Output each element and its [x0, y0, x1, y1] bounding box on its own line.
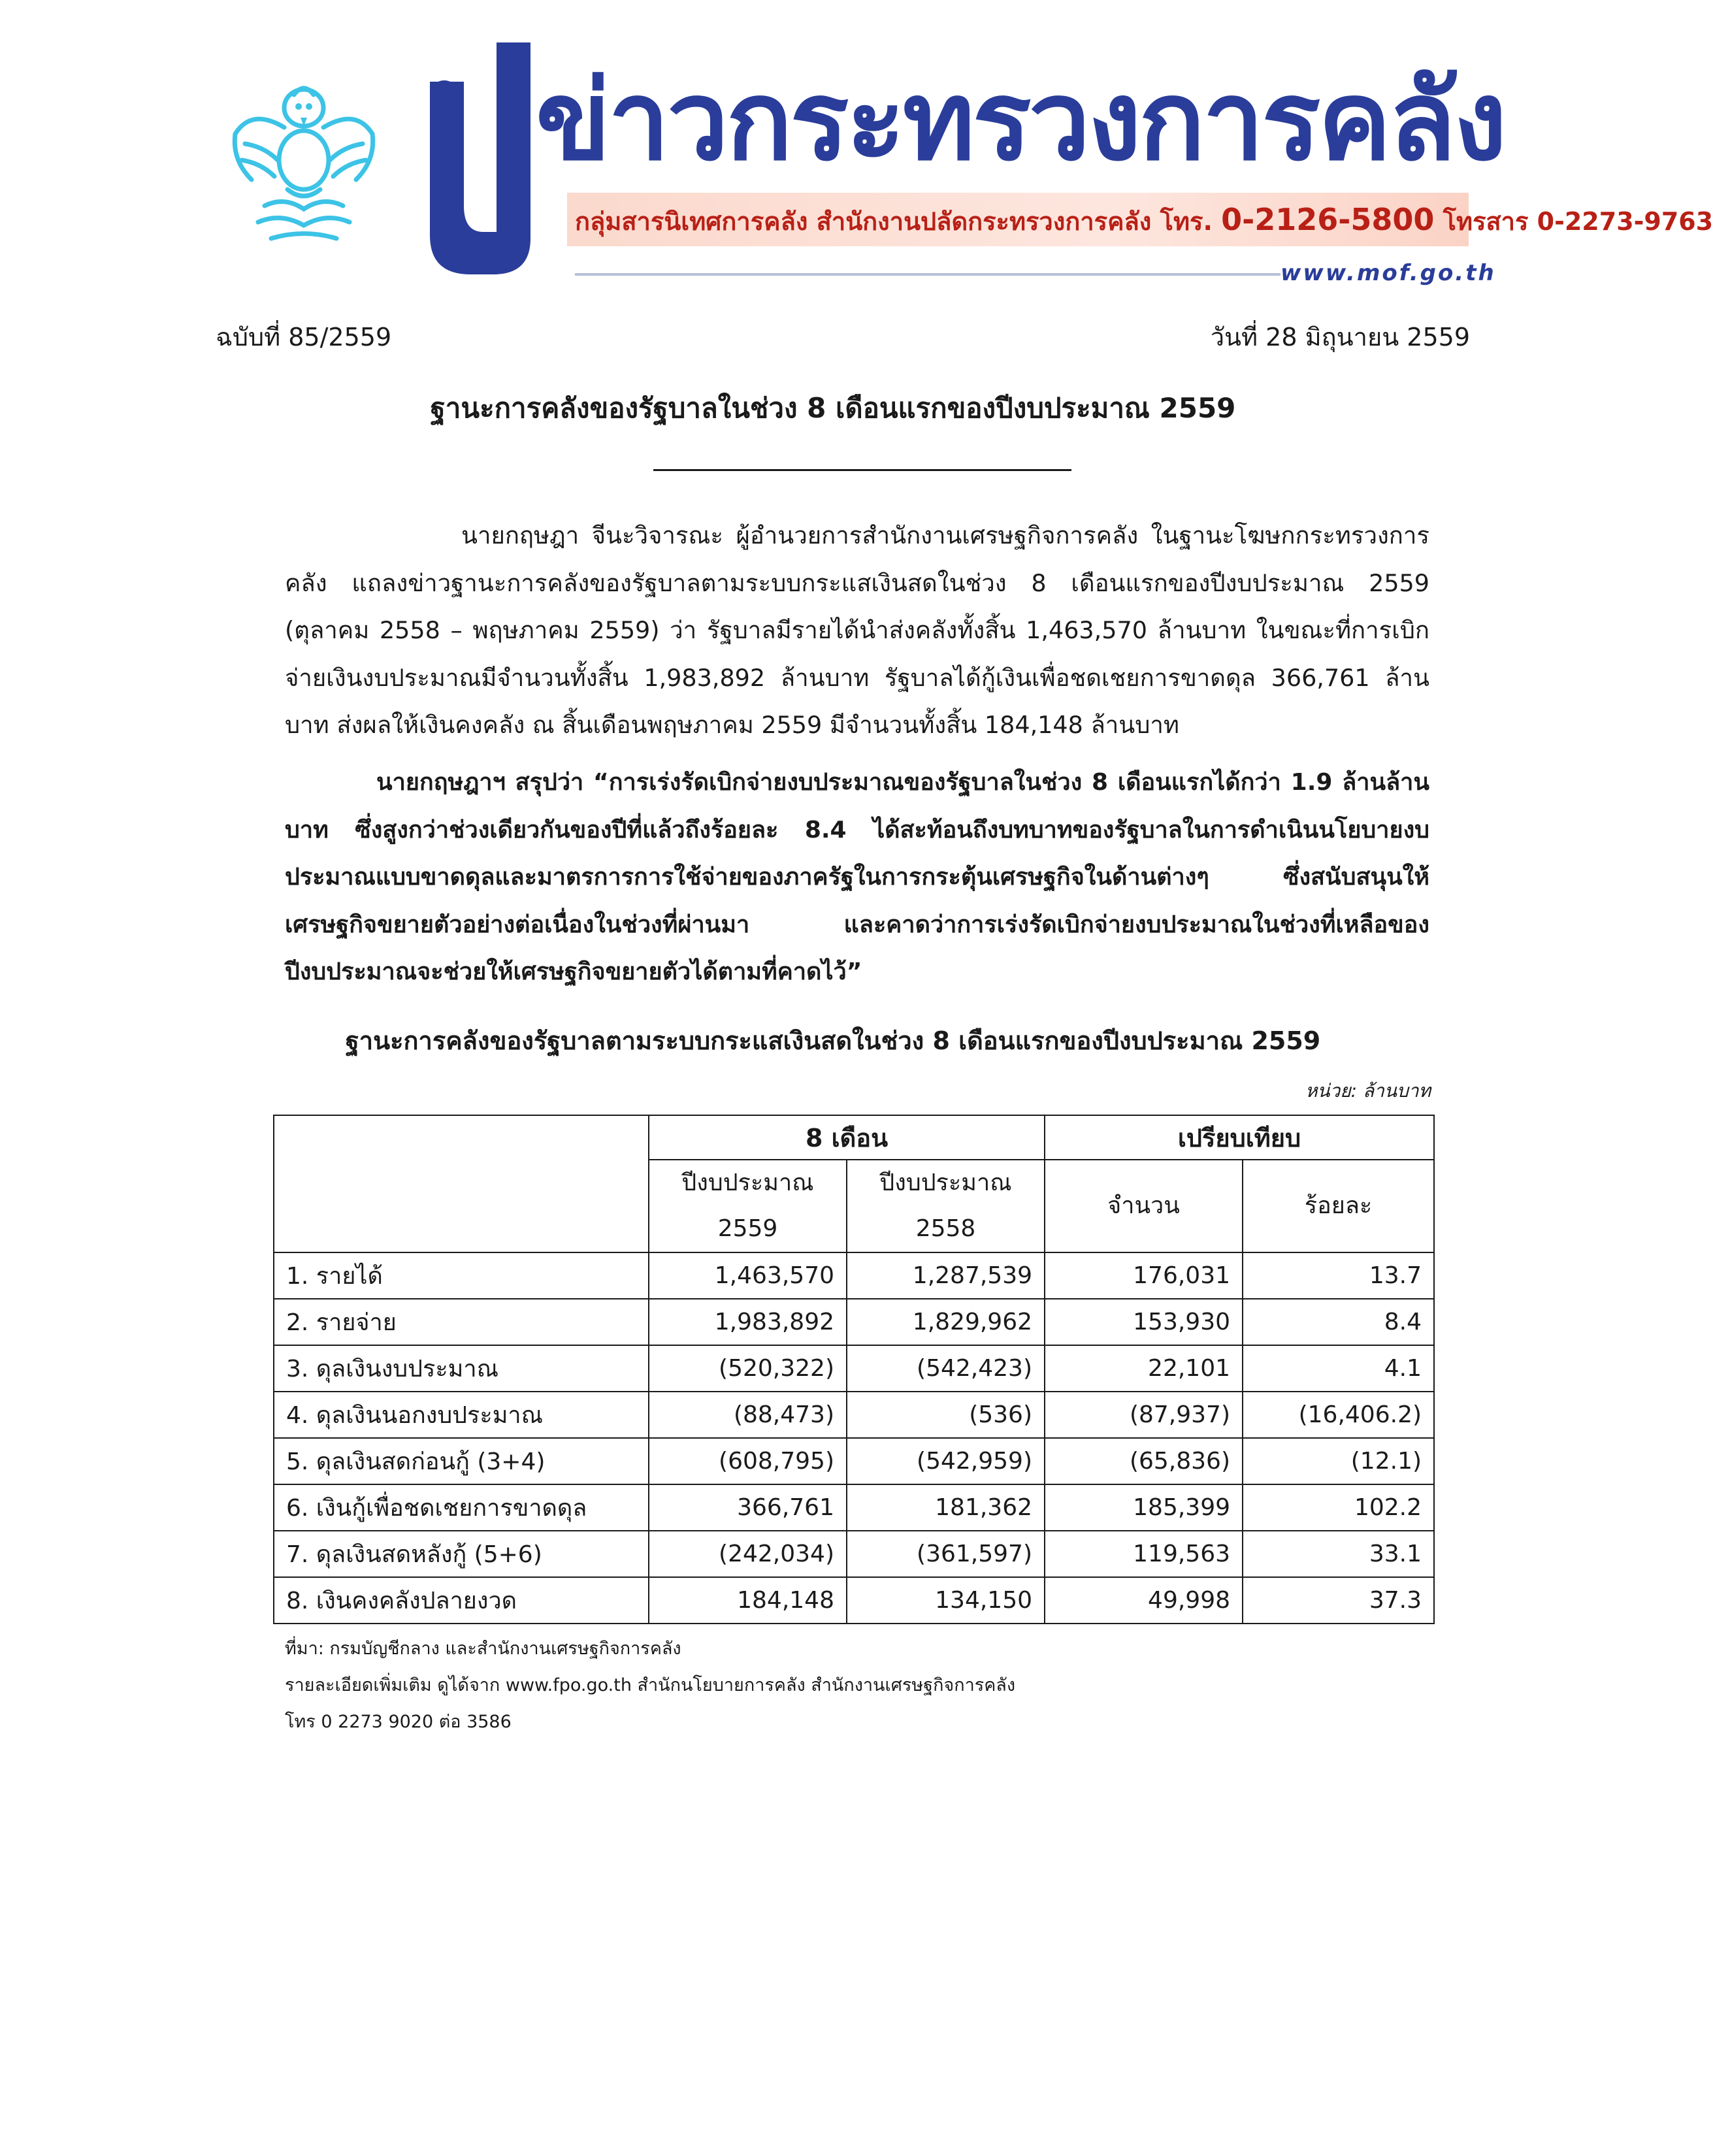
col-header-fy2558: ปีงบประมาณ 2558 — [847, 1160, 1045, 1252]
cell-pct: 4.1 — [1243, 1345, 1434, 1392]
masthead-subtitle: กลุ่มสารนิเทศการคลัง สำนักงานปลัดกระทรวงการคลัง — [575, 207, 1152, 236]
brand-initial-glyph — [418, 42, 532, 278]
row-label: 4. ดุลเงินนอกงบประมาณ — [274, 1392, 649, 1438]
cell-diff: 22,101 — [1045, 1345, 1243, 1392]
document-title: ฐานะการคลังของรัฐบาลในช่วง 8 เดือนแรกของปีงบประมาณ 2559 — [430, 392, 1236, 424]
cell-diff: 49,998 — [1045, 1577, 1243, 1624]
col-header-percent: ร้อยละ — [1243, 1160, 1434, 1252]
issue-number: ฉบับที่ 85/2559 — [216, 323, 392, 351]
cell-pct: 37.3 — [1243, 1577, 1434, 1624]
cell-fy2558: 1,829,962 — [847, 1299, 1045, 1345]
cell-fy2559: 1,983,892 — [649, 1299, 847, 1345]
table-row — [274, 1531, 1434, 1577]
row-label: 7. ดุลเงินสดหลังกู้ (5+6) — [274, 1531, 649, 1577]
cell-pct: 8.4 — [1243, 1299, 1434, 1345]
body-paragraph-1: นายกฤษฎา จีนะวิจารณะ ผู้อำนวยการสำนักงานเศรษฐกิจการคลัง ในฐานะโฆษกกระทรวงการคลัง แถลงข่าวฐานะการคลังของรัฐบาลตามระบบกระแสเงินสดในช่วง 8 เดือนแรกของปีงบประมาณ 2559 (ตุลาคม 2558 – พฤษภาคม 2559) ว่า รัฐบาลมีรายได้นำส่งคลังทั้งสิ้น 1,463,570 ล้านบาท ในขณะที่การเบิกจ่ายเงินงบประมาณมีจำนวนทั้งสิ้น 1,983,892 ล้านบาท รัฐบาลได้กู้เงินเพื่อชดเชยการขาดดุล 366,761 ล้านบาท ส่งผลให้เงินคงคลัง ณ สิ้นเดือนพฤษภาคม 2559 มีจำนวนทั้งสิ้น 184,148 ล้านบาท — [285, 521, 1429, 739]
cell-fy2559: (242,034) — [649, 1531, 847, 1577]
cell-fy2558: (542,959) — [847, 1438, 1045, 1484]
source-note: ที่มา: กรมบัญชีกลาง และสำนักงานเศรษฐกิจการคลัง — [285, 1639, 681, 1659]
table-header-comparison: เปรียบเทียบ — [1045, 1115, 1434, 1160]
fax-label: โทรสาร — [1443, 207, 1529, 236]
row-label: 8. เงินคงคลังปลายงวด — [274, 1577, 649, 1624]
table-row — [274, 1392, 1434, 1438]
masthead-contact-text — [575, 196, 1713, 243]
cell-fy2559: 1,463,570 — [649, 1252, 847, 1299]
table-row — [274, 1299, 1434, 1345]
phone-label: โทร. — [1160, 207, 1213, 236]
more-info-note: รายละเอียดเพิ่มเติม ดูได้จาก www.fpo.go.th สำนักนโยบายการคลัง สำนักงานเศรษฐกิจการคลัง — [285, 1675, 1016, 1695]
cell-fy2558: (361,597) — [847, 1531, 1045, 1577]
cell-pct: 13.7 — [1243, 1252, 1434, 1299]
contact-phone-note: โทร 0 2273 9020 ต่อ 3586 — [285, 1712, 512, 1732]
phone-number: 0-2126-5800 — [1221, 202, 1435, 237]
cell-diff: 119,563 — [1045, 1531, 1243, 1577]
fiscal-position-table — [273, 1115, 1435, 1624]
cell-fy2559: 366,761 — [649, 1484, 847, 1531]
cell-fy2559: (88,473) — [649, 1392, 847, 1438]
col-header-fy2559: ปีงบประมาณ 2559 — [649, 1160, 847, 1252]
table-unit: หน่วย: ล้านบาท — [1305, 1080, 1431, 1102]
cell-diff: (65,836) — [1045, 1438, 1243, 1484]
cell-fy2558: 1,287,539 — [847, 1252, 1045, 1299]
table-row — [274, 1577, 1434, 1624]
fax-number: 0-2273-9763 — [1537, 207, 1713, 236]
cell-diff: 176,031 — [1045, 1252, 1243, 1299]
cell-fy2558: (542,423) — [847, 1345, 1045, 1392]
masthead-website: www.mof.go.th — [1281, 260, 1496, 286]
cell-fy2558: 181,362 — [847, 1484, 1045, 1531]
body-paragraph-2-quote: นายกฤษฎาฯ สรุปว่า “การเร่งรัดเบิกจ่ายงบประมาณของรัฐบาลในช่วง 8 เดือนแรกได้กว่า 1.9 ล้านล้านบาท ซึ่งสูงกว่าช่วงเดียวกันของปีที่แล้วถึงร้อยละ 8.4 ได้สะท้อนถึงบทบาทของรัฐบาลในการดำเนินนโยบายงบประมาณแบบขาดดุลและมาตรการการใช้จ่ายของภาครัฐในการกระตุ้นเศรษฐกิจในด้านต่างๆ ซึ่งสนับสนุนให้เศรษฐกิจขยายตัวอย่างต่อเนื่องในช่วงที่ผ่านมา และคาดว่าการเร่งรัดเบิกจ่ายงบประมาณในช่วงที่เหลือของปีงบประมาณจะช่วยให้เศรษฐกิจขยายตัวได้ตามที่คาดไว้” — [285, 769, 1429, 985]
row-label: 1. รายได้ — [274, 1252, 649, 1299]
cell-pct: (16,406.2) — [1243, 1392, 1434, 1438]
issue-date: วันที่ 28 มิถุนายน 2559 — [1210, 323, 1470, 351]
table-header-row — [274, 1115, 1434, 1160]
row-label: 2. รายจ่าย — [274, 1299, 649, 1345]
cell-diff: (87,937) — [1045, 1392, 1243, 1438]
cell-pct: (12.1) — [1243, 1438, 1434, 1484]
cell-pct: 102.2 — [1243, 1484, 1434, 1531]
masthead-rule — [575, 273, 1281, 276]
table-header-8-months: 8 เดือน — [649, 1115, 1045, 1160]
cell-pct: 33.1 — [1243, 1531, 1434, 1577]
cell-fy2559: (520,322) — [649, 1345, 847, 1392]
table-header-blank — [274, 1115, 649, 1252]
col-header-amount: จำนวน — [1045, 1160, 1243, 1252]
table-row — [274, 1438, 1434, 1484]
cell-fy2558: (536) — [847, 1392, 1045, 1438]
row-label: 3. ดุลเงินงบประมาณ — [274, 1345, 649, 1392]
garuda-emblem-logo — [225, 82, 382, 245]
masthead-title: ข่าวกระทรวงการคลัง — [536, 57, 1505, 185]
cell-fy2559: 184,148 — [649, 1577, 847, 1624]
cell-diff: 185,399 — [1045, 1484, 1243, 1531]
cell-fy2559: (608,795) — [649, 1438, 847, 1484]
table-title: ฐานะการคลังของรัฐบาลตามระบบกระแสเงินสดในช่วง 8 เดือนแรกของปีงบประมาณ 2559 — [345, 1026, 1321, 1055]
table-row — [274, 1252, 1434, 1299]
row-label: 5. ดุลเงินสดก่อนกู้ (3+4) — [274, 1438, 649, 1484]
title-underline — [653, 469, 1071, 471]
table-row — [274, 1484, 1434, 1531]
cell-diff: 153,930 — [1045, 1299, 1243, 1345]
row-label: 6. เงินกู้เพื่อชดเชยการขาดดุล — [274, 1484, 649, 1531]
table-row — [274, 1345, 1434, 1392]
cell-fy2558: 134,150 — [847, 1577, 1045, 1624]
